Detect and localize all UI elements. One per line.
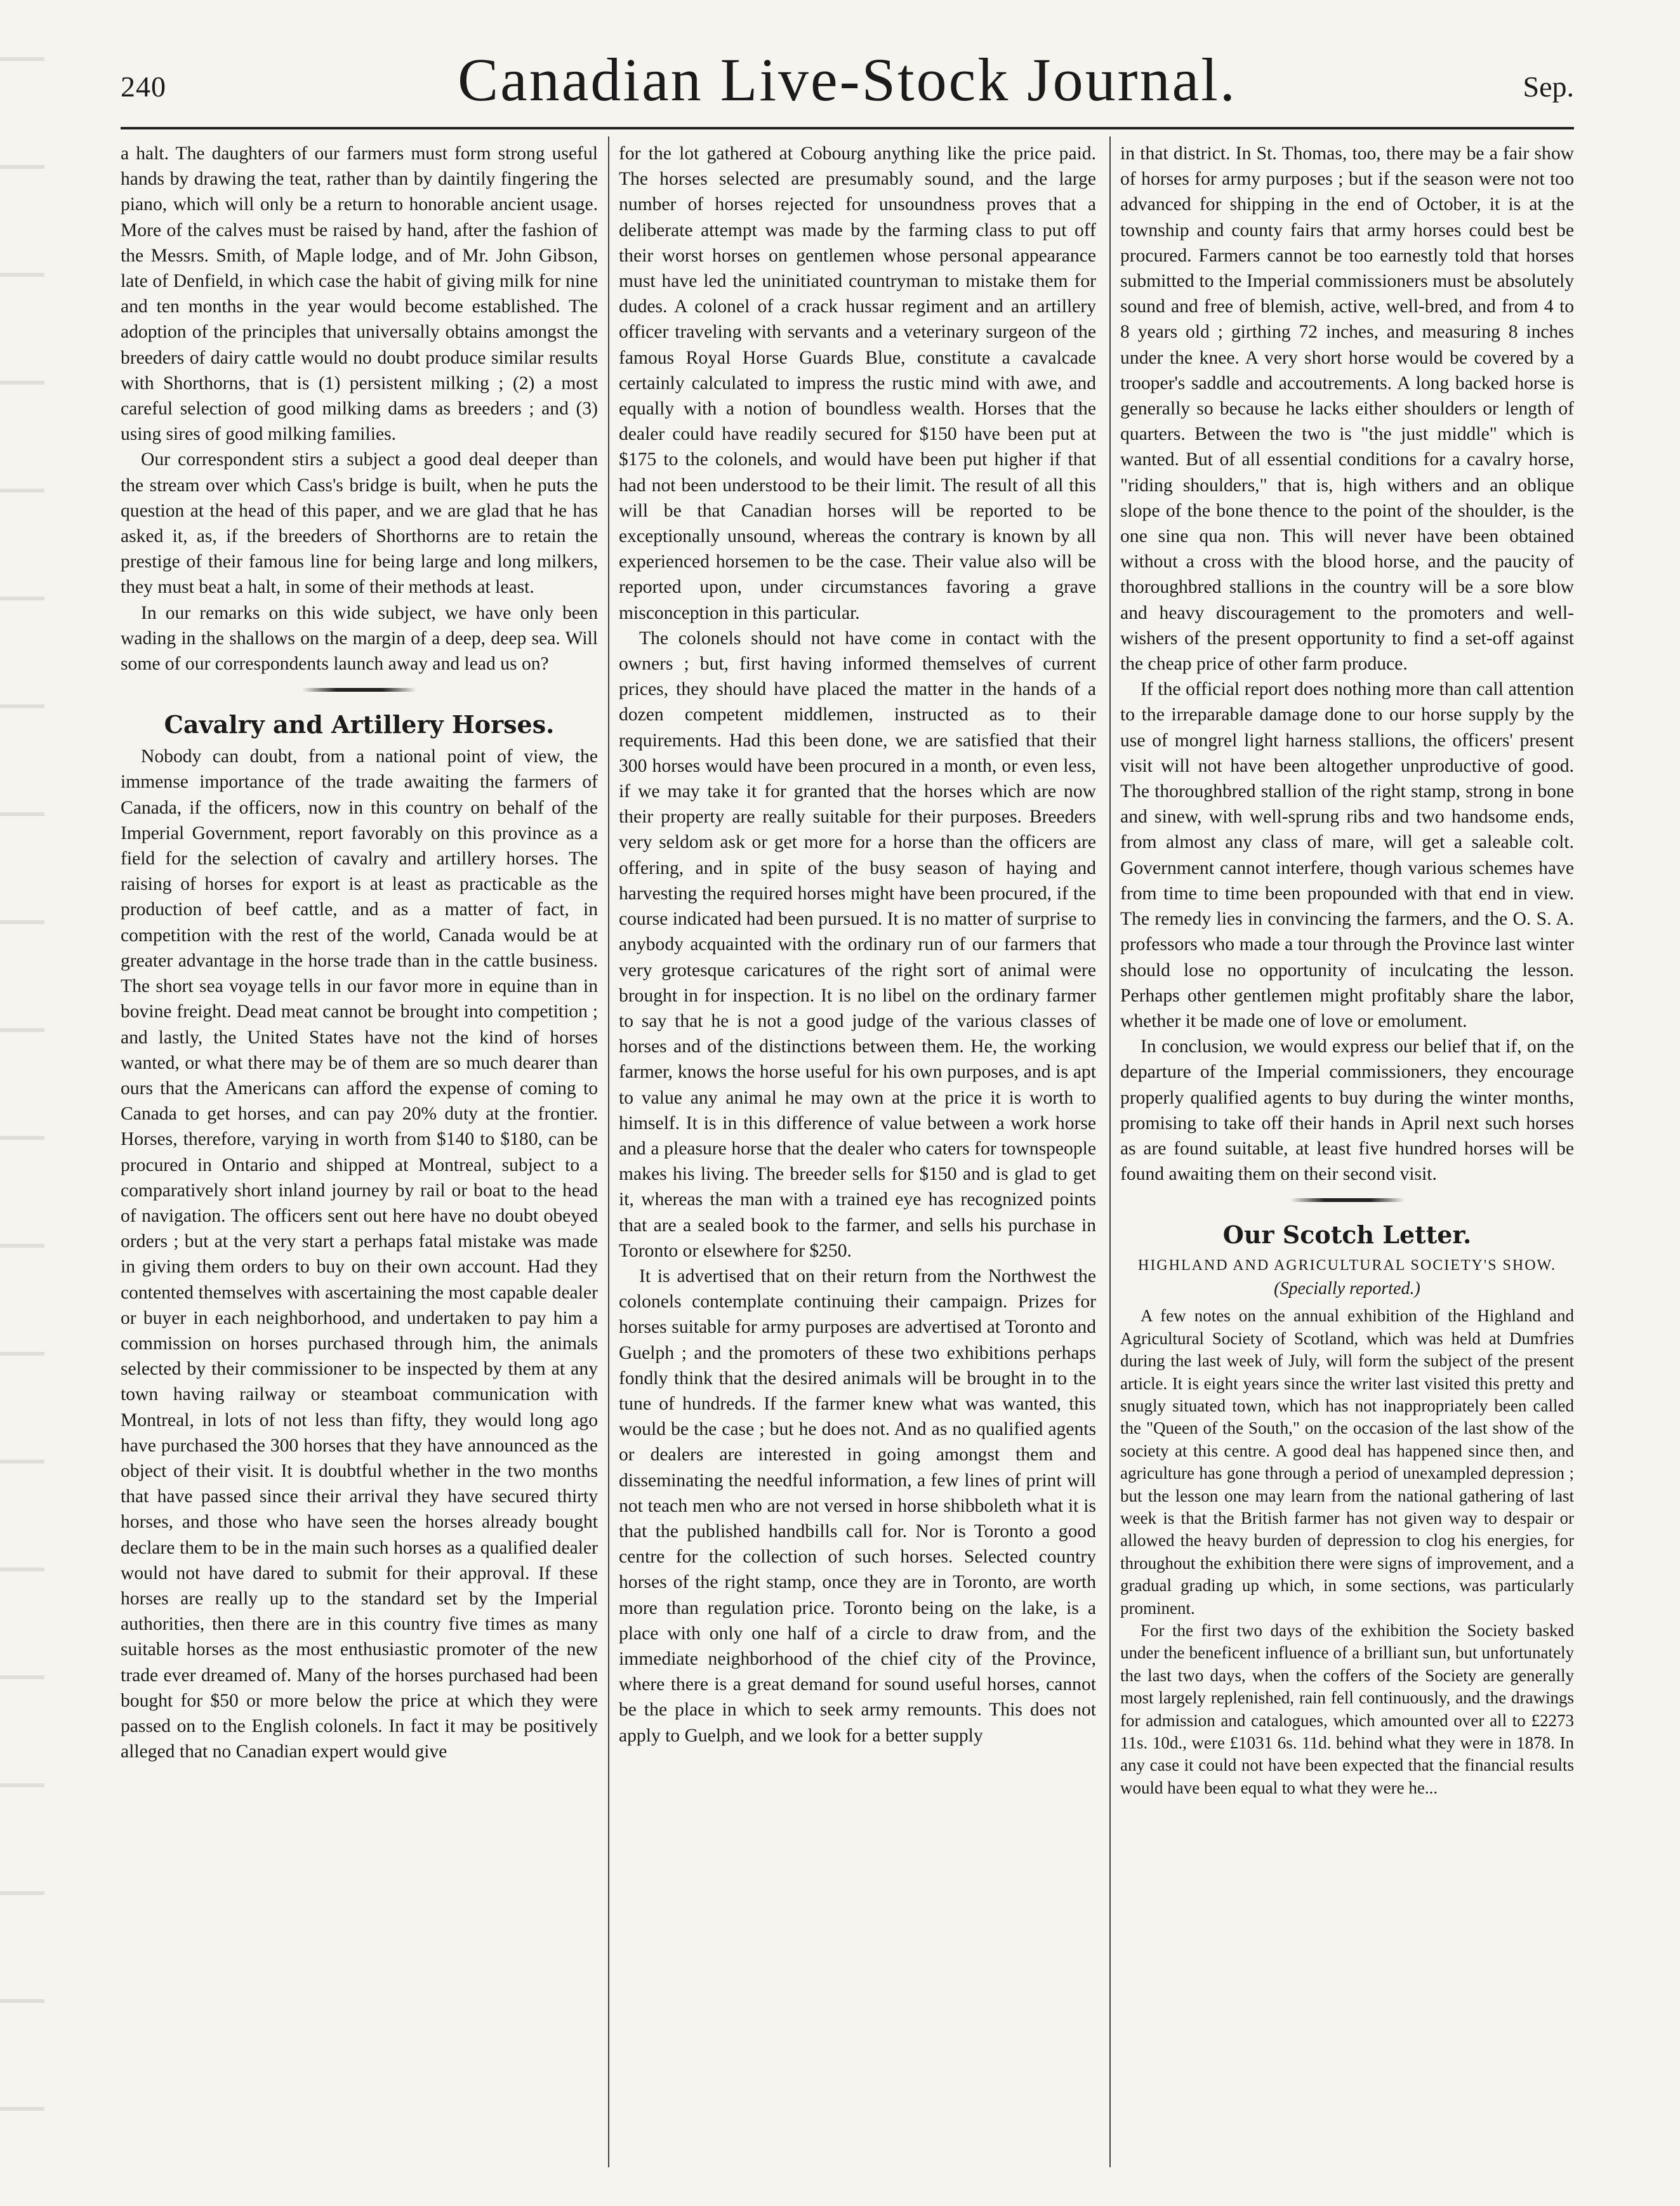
column-divider: [608, 136, 609, 2167]
section-ornament: [1290, 1198, 1405, 1202]
column-2: [619, 141, 1096, 2172]
article-heading: Cavalry and Artillery Horses.: [164, 710, 555, 739]
page-number: 240: [121, 70, 166, 103]
paragraph: For the first two days of the exhibition the Society basked under the beneficent influence of a brilliant sun, but unfortunately the last two days, when the coffers of the Society are generally most largely replenished, rain fell continuously, and the drawings for admission and catalogues, which amounted over all to £2273 11s. 10d., were £1031 6s. 11d. behind what they were in 1878. In any case it could not have been expected that the financial results would have been equal to what they were he...: [1120, 1621, 1574, 1797]
article-byline: (Specially reported.): [1274, 1279, 1420, 1299]
paragraph: If the official report does nothing more than call attention to the irreparable damage done to our horse supply by the use of mongrel light harness stallions, the officers' present visit will not have been altogether unproductive of good. The thoroughbred stallion of the right stamp, strong in bone and sinew, with well-sprung ribs and two handsome ends, from almost any class of mare, will get a saleable colt. Government cannot interfere, though various schemes have from time to time been propounded with that end in view. The remedy lies in convincing the farmers, and the O. S. A. professors who made a tour through the Province last winter should lose no opportunity of inculcating the lesson. Perhaps other gentlemen might profitably share the labor, whether it be made one of love or emolument.: [1120, 679, 1574, 1031]
header-rule: [121, 127, 1574, 129]
column-3: [1120, 141, 1574, 2172]
paragraph: a halt. The daughters of our farmers must form strong useful hands by drawing the teat, rather than by daintily fingering the piano, which will only be a return to honorable ancient usage. More of the calves must be raised by hand, after the fashion of the Messrs. Smith, of Maple lodge, and of Mr. John Gibson, late of Denfield, in which case the habit of giving milk for nine and ten months in the year would become established. The adoption of the principles that universally obtains amongst the breeders of dairy cattle would no doubt produce similar results with Shorthorns, that is (1) persistent milking ; (2) a most careful selection of good milking dams as breeders ; and (3) using sires of good milking families.: [121, 143, 598, 445]
paragraph: in that district. In St. Thomas, too, there may be a fair show of horses for army purposes ; but if the season were not too advanced for shipping in the end of October, it is at the township and county fairs that army horses could best be procured. Farmers cannot be too earnestly told that horses submitted to the Imperial commissioners must be absolutely sound and free of blemish, active, well-bred, and from 4 to 8 years old ; girthing 72 inches, and measuring 8 inches under the knee. A very short horse would be covered by a trooper's saddle and accoutrements. A long backed horse is generally so because he lacks either shoulders or length of quarters. Between the two is "the just middle" which is wanted. But of all essential conditions for a cavalry horse, "riding shoulders," that is, high withers and an oblique slope of the bone thence to the point of the shoulder, is the one sine qua non. This will never have been obtained without a cross with the blood horse, and the paucity of thoroughbred stallions in the country will be a sore blow and heavy discouragement to the promoters and well-wishers of the present opportunity to find a set-off against the cheap price of other farm produce.: [1120, 143, 1574, 675]
paragraph: A few notes on the annual exhibition of the Highland and Agricultural Society of Scotland, which was held at Dumfries during the last week of July, will form the subject of the present article. It is eight years since the writer last visited this pretty and snugly situated town, which has not inappropriately been called the "Queen of the South," on the occasion of the last show of the society at this centre. A good deal has happened since then, and agriculture has gone through a period of unexampled depression ; but the lesson one may learn from the national gathering of last week is that the British farmer has not given way to despair or allowed the heavy burden of depression to clog his energies, for throughout the exhibition there were signs of improvement, and a gradual grading up which, in some sections, was particularly prominent.: [1120, 1306, 1574, 1618]
paragraph: In conclusion, we would express our belief that if, on the departure of the Imperial commissioners, they encourage properly qualified agents to buy during the winter months, promising to take off their hands in April next such horses as are found suitable, at least five hundred horses will be found awaiting them on their second visit.: [1120, 1036, 1574, 1185]
column-1: [121, 141, 598, 2172]
journal-title: Canadian Live-Stock Journal.: [458, 46, 1237, 114]
article-heading: Our Scotch Letter.: [1222, 1220, 1472, 1250]
paragraph: In our remarks on this wide subject, we have only been wading in the shallows on the margin of a deep, deep sea. Will some of our correspondents launch away and lead us on?: [121, 602, 598, 675]
paragraph: Nobody can doubt, from a national point of view, the immense importance of the trade awaiting the farmers of Canada, if the officers, now in this country on behalf of the Imperial Government, report favorably on this province as a field for the selection of cavalry and artillery horses. The raising of horses for export is at least as practicable as the production of beef cattle, and as a matter of fact, in competition with the rest of the world, Canada would be at greater advantage in the horse trade than in the cattle business. The short sea voyage tells in our favor more in equine than in bovine freight. Dead meat cannot be brought into competition ; and lastly, the United States have not the kind of horses wanted, or what there may be of them are so much dearer than ours that the Americans can afford the expense of coming to Canada to get horses, and can pay 20% duty at the frontier. Horses, therefore, varying in worth from $140 to $180, can be procured in Ontario and shipped at Montreal, subject to a comparatively short inland journey by rail or boat to the head of navigation. The officers sent out here have no doubt obeyed orders ; but at the very start a perhaps fatal mistake was made in giving them orders to buy on their own account. Had they contented themselves with ascertaining the most capable dealer or buyer in each neighborhood, and undertaken to pay him a commission on horses purchased through him, the animals selected by their commissioner to be inspected by them at any town having railway or steamboat communication with Montreal, in lots of not less than fifty, they would long ago have purchased the 300 horses that they have announced as the object of their visit. It is doubtful whether in the two months that have passed since their arrival they have secured thirty horses, and those who have seen the horses already bought declare them to be in the main such horses as a qualified dealer would not have dared to submit for their approval. If these horses are really up to the standard set by the Imperial authorities, then there are in this country five times as many suitable horses as the most enthusiastic promoter of the new trade ever dreamed of. Many of the horses purchased had been bought for $50 or more below the price at which they were passed on to the English colonels. In fact it may be positively alleged that no Canadian expert would give: [121, 746, 598, 1762]
issue-month: Sep.: [1523, 70, 1574, 103]
section-ornament: [302, 688, 416, 692]
paragraph: The colonels should not have come in contact with the owners ; but, first having informed themselves of current prices, they should have placed the matter in the hands of a dozen competent middlemen, instructed as to their requirements. Had this been done, we are satisfied that their 300 horses would have been procured in a month, or even less, if we may take it for granted that the horses which are now their property are really suitable for their purposes. Breeders very seldom ask or get more for a horse than the officers are offering, and in spite of the busy season of haying and harvesting the required horses might have been procured, if the course indicated had been pursued. It is no matter of surprise to anybody acquainted with the ordinary run of our farmers that very grotesque caricatures of the right sort of animal were brought in for inspection. It is no libel on the ordinary farmer to say that he is not a good judge of the various classes of horses and of the distinctions between them. He, the working farmer, knows the horse useful for his own purposes, and is apt to value any animal he may own at the price it is worth to himself. It is in this difference of value between a work horse and a pleasure horse that the dealer who caters for townspeople makes his living. The breeder sells for $150 and is glad to get it, whereas the man with a trained eye has recognized points that are a sealed book to the farmer, and sells his purchase in Toronto or elsewhere for $250.: [619, 628, 1096, 1261]
article-subheading: HIGHLAND AND AGRICULTURAL SOCIETY'S SHOW.: [1137, 1257, 1557, 1274]
column-divider: [1109, 136, 1111, 2167]
paragraph: It is advertised that on their return from the Northwest the colonels contemplate continuing their campaign. Prizes for horses suitable for army purposes are advertised at Toronto and Guelph ; and the promoters of these two exhibitions perhaps fondly think that the desired animals will be brought in to the tune of hundreds. If the farmer knew what was wanted, this would be the case ; but he does not. And as no qualified agents or dealers are interested in going amongst them and disseminating the needful information, a few lines of print will not teach men who are not versed in horse shibboleth what it is that the published handbills call for. Nor is Toronto a good centre for the collection of such horses. Selected country horses of the right stamp, once they are in Toronto, are worth more than regulation price. Toronto being on the lake, is a place with only one half of a circle to draw from, and the immediate neighborhood of the chief city of the Province, where there is a great demand for sound useful horses, cannot be the place in which to seek army remounts. This does not apply to Guelph, and we look for a better supply: [619, 1265, 1096, 1746]
binding-edge: [0, 0, 44, 2206]
paragraph: Our correspondent stirs a subject a good deal deeper than the stream over which Cass's bridge is built, when he puts the question at the head of this paper, and we are glad that he has asked it, as, if the breeders of Shorthorns are to retain the prestige of their famous line for being large and long milkers, they must beat a halt, in some of their methods at least.: [121, 449, 598, 598]
page-header: [121, 44, 1574, 127]
paragraph: for the lot gathered at Cobourg anything like the price paid. The horses selected are presumably sound, and the large number of horses rejected for unsoundness proves that a deliberate attempt was made by the farming class to put off their worst horses on gentlemen whose personal appearance must have led the uninitiated countryman to mistake them for dudes. A colonel of a crack hussar regiment and an artillery officer traveling with servants and a veterinary surgeon of the famous Royal Horse Guards Blue, constitute a cavalcade certainly calculated to impress the rustic mind with awe, and equally with a notion of boundless wealth. Horses that the dealer could have readily secured for $150 have been put at $175 to the colonels, and would have been put higher if that had not been understood to be their limit. The result of all this will be that Canadian horses will be reported to be exceptionally unsound, whereas the contrary is known by all experienced horsemen to be the case. Their value also will be reported upon, under circumstances favoring a grave misconception in this particular.: [619, 143, 1096, 623]
